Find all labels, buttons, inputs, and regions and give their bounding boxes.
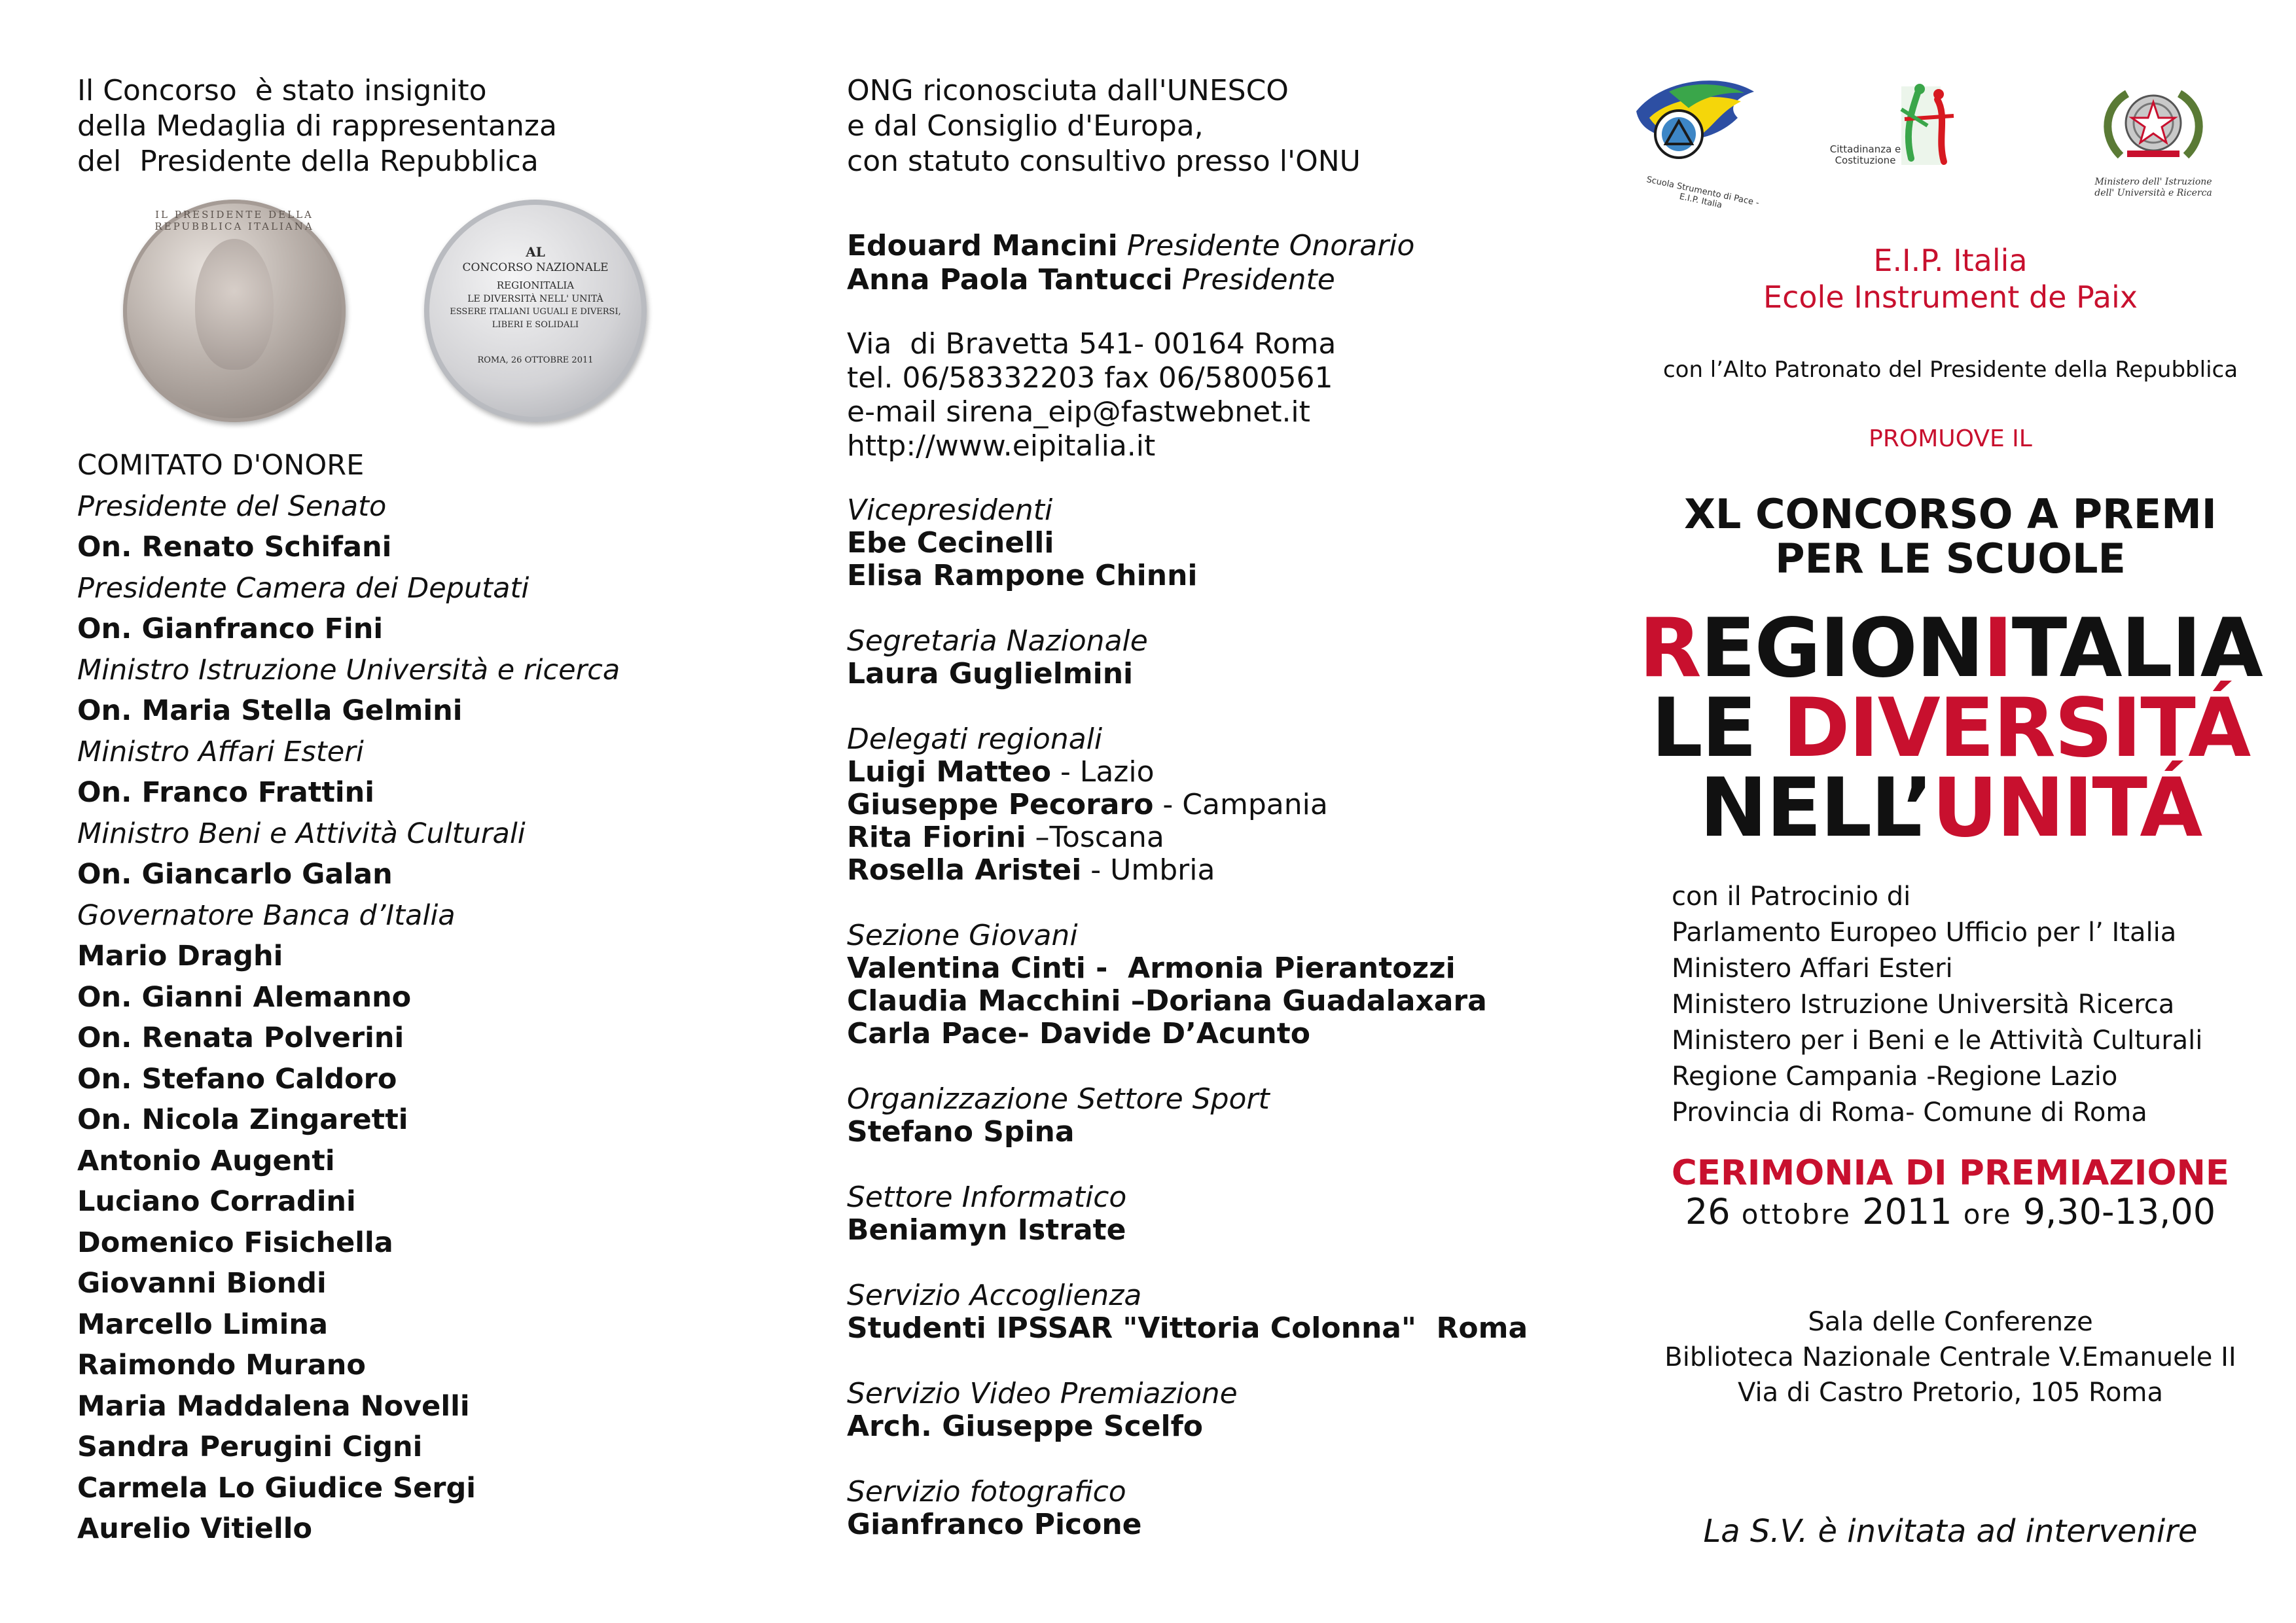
president-name: Edouard Mancini [847,229,1118,262]
patrocinio-line: con il Patrocinio di [1672,882,1911,912]
promuove-text: PROMUOVE IL [1869,425,2032,452]
medal-portrait [195,239,274,370]
staff-section [847,494,1197,592]
patrocinio-list [1672,879,2202,1131]
member-name: Studenti IPSSAR "Vittoria Colonna" Roma [847,1311,1528,1345]
member-name: Elisa Rampone Chinni [847,559,1198,592]
medal-back-line: REGIONITALIA [496,279,575,291]
ong-intro [847,73,1361,179]
ong-line: ONG riconosciuta dall'UNESCO [847,74,1289,107]
committee-member: Marcello Limina [77,1308,328,1341]
ministero-caption [2068,177,2238,199]
committee-member: On. Franco Frattini [77,776,374,809]
presidents [847,229,1414,297]
eip-title [1623,242,2278,315]
committee-role: Governatore Banca d’Italia [77,899,456,932]
patrocinio-line: Regione Campania -Regione Lazio [1672,1061,2118,1092]
staff-section [847,1083,1270,1149]
date-day: 26 [1685,1191,1742,1232]
medal-back-line: CONCORSO NAZIONALE [462,261,609,274]
section-member [847,1410,1238,1443]
committee-member: Antonio Augenti [77,1144,335,1177]
president-line [847,229,1414,263]
committee-member: Domenico Fisichella [77,1226,393,1259]
committee-member: On. Renata Polverini [77,1022,404,1054]
staff-section [847,1181,1126,1247]
member-name: Giuseppe Pecoraro [847,788,1154,821]
headline-part: UNITÁ [1931,761,2202,855]
medal-back-line: LE DIVERSITÀ NELL' UNITÀ [467,294,603,304]
venue-line: Biblioteca Nazionale Centrale V.Emanuele II [1664,1342,2236,1372]
member-region: - Campania [1153,788,1328,821]
committee-member: On. Gianni Alemanno [77,980,412,1014]
committee-heading: COMITATO D'ONORE [77,449,365,482]
intro-line: Il Concorso è stato insignito [77,74,487,107]
headline-part: DIVERSITÁ [1782,681,2250,776]
address: Via di Bravetta 541- 00164 Roma [847,327,1336,361]
concorso-line: PER LE SCUOLE [1775,535,2126,582]
ministero-caption-line: dell' Università e Ricerca [2094,188,2212,198]
patronato-text: con l’Alto Patronato del Presidente della Repubblica [1662,357,2238,383]
ceremony-date [1623,1192,2278,1234]
committee-member: Aurelio Vitiello [77,1512,312,1545]
staff-section [847,1378,1238,1443]
medal-back-line: ESSERE ITALIANI UGUALI E DIVERSI, [450,307,621,317]
concorso-line: XL CONCORSO A PREMI [1684,490,2217,538]
patrocinio-line: Ministero Istruzione Università Ricerca [1672,990,2175,1020]
member-name: Gianfranco Picone [847,1508,1142,1541]
section-title: Servizio fotografico [847,1475,1126,1508]
section-member [847,1214,1126,1247]
date-month: ottobre [1741,1198,1851,1230]
section-member [847,527,1197,560]
section-title: Settore Informatico [847,1181,1127,1214]
section-member [847,789,1328,821]
president-role: Presidente [1181,263,1335,296]
committee-member: Raimondo Murano [77,1349,366,1382]
venue [1623,1304,2278,1410]
patrocinio-line: Ministero per i Beni e le Attività Culturali [1672,1026,2203,1056]
patrocinio-line: Provincia di Roma- Comune di Roma [1672,1097,2147,1128]
staff-section [847,1279,1528,1345]
committee-member: On. Renato Schifani [77,531,392,563]
ministero-caption-line: Ministero dell' Istruzione [2094,177,2212,187]
intro-line: del Presidente della Repubblica [77,145,539,178]
contacts [847,327,1336,463]
committee-member: On. Maria Stella Gelmini [77,694,463,727]
member-name: Laura Guglielmini [847,657,1134,690]
committee-member: Luciano Corradini [77,1185,356,1218]
logos-row [1623,72,2278,209]
committee-member: Carmela Lo Giudice Sergi [77,1471,476,1505]
member-name: Rosella Aristei [847,853,1082,887]
committee-member: On. Giancarlo Galan [77,858,393,891]
member-name: Claudia Macchini –Doriana Guadalaxara [847,984,1487,1018]
section-title: Delegati regionali [847,722,1103,756]
member-name: Luigi Matteo [847,755,1051,789]
intro-line: della Medaglia di rappresentanza [77,109,557,143]
ong-line: con statuto consultivo presso l'ONU [847,145,1361,178]
committee-member: Sandra Perugini Cigni [77,1431,423,1463]
committee-role: Ministro Istruzione Università e ricerca [77,653,620,687]
committee-role: Presidente del Senato [77,490,387,523]
president-name: Anna Paola Tantucci [847,263,1173,296]
section-member [847,854,1328,887]
committee-member: Maria Maddalena Novelli [77,1389,470,1423]
patrocinio-line: Parlamento Europeo Ufficio per l’ Italia [1672,918,2177,948]
headline-part: NELL’ [1699,761,1932,855]
headline-line-3 [1623,761,2278,855]
date-ore: ore [1963,1198,2012,1230]
venue-line: Sala delle Conferenze [1808,1307,2093,1337]
section-title: Organizzazione Settore Sport [847,1082,1270,1116]
member-name: Ebe Cecinelli [847,526,1054,560]
headline-letter: R [1639,601,1700,696]
section-member [847,658,1148,690]
eip-logo-caption: Scuola Strumento di Pace - E.I.P. Italia [1645,175,1760,211]
headline [1623,601,2278,855]
headline-part: TALIA [2011,601,2262,696]
member-name: Rita Fiorini [847,821,1026,854]
section-member [847,985,1487,1018]
president-line [847,263,1414,297]
medal-back-line: AL [526,244,545,260]
eip-title-line: Ecole Instrument de Paix [1763,279,2138,315]
ceremony-title: CERIMONIA DI PREMIAZIONE [1671,1153,2230,1193]
staff-section [847,919,1487,1050]
medal-front-image [123,200,346,422]
phone: tel. 06/58332203 fax 06/5800561 [847,361,1333,395]
section-title: Servizio Accoglienza [847,1279,1142,1312]
committee-role: Presidente Camera dei Deputati [77,571,529,605]
cittadinanza-caption [1820,144,1911,166]
headline-line-2 [1623,681,2278,776]
medal-back-line: LIBERI E SOLIDALI [492,320,579,330]
invitation-text: La S.V. è invitata ad intervenire [1703,1513,2198,1550]
ong-line: e dal Consiglio d'Europa, [847,109,1204,143]
staff-section [847,723,1328,887]
member-name: Valentina Cinti - Armonia Pierantozzi [847,952,1456,985]
committee-role: Ministro Affari Esteri [77,735,364,768]
section-member [847,1312,1528,1345]
staff-section [847,1476,1142,1541]
president-role: Presidente Onorario [1126,229,1415,262]
section-member [847,756,1328,789]
section-member [847,821,1328,854]
committee-member: On. Stefano Caldoro [77,1062,397,1096]
medal-rim-text: IL PRESIDENTE DELLA REPUBBLICA ITALIANA [154,209,314,232]
section-member [847,952,1487,985]
medal-back-line: ROMA, 26 OTTOBRE 2011 [477,355,594,365]
honor-committee [77,445,620,1550]
committee-member: Mario Draghi [77,940,283,972]
member-name: Stefano Spina [847,1115,1075,1149]
committee-member: Giovanni Biondi [77,1267,327,1300]
date-time: 9,30-13,00 [2011,1191,2216,1232]
section-title: Vicepresidenti [847,493,1053,527]
staff-section [847,625,1148,690]
section-member [847,1116,1270,1149]
member-name: Beniamyn Istrate [847,1213,1126,1247]
email-link[interactable]: e-mail sirena_eip@fastwebnet.it [847,395,1310,429]
concorso-title [1623,492,2278,581]
member-name: Arch. Giuseppe Scelfo [847,1410,1203,1443]
website-link[interactable]: http://www.eipitalia.it [847,429,1156,463]
medal-back-image [424,200,647,422]
patrocinio-line: Ministero Affari Esteri [1672,954,1953,984]
eip-title-line: E.I.P. Italia [1873,243,2028,278]
member-region: - Lazio [1050,755,1155,789]
headline-part: EGION [1700,601,1983,696]
section-title: Segretaria Nazionale [847,624,1148,658]
section-member [847,1018,1487,1050]
cittadinanza-caption-line: Cittadinanza e [1829,143,1901,155]
section-member [847,560,1197,592]
member-name: Carla Pace- Davide D’Acunto [847,1017,1310,1050]
headline-part: LE [1651,681,1783,776]
cittadinanza-caption-line: Costituzione [1835,154,1896,166]
section-title: Servizio Video Premiazione [847,1377,1238,1410]
committee-member: On. Gianfranco Fini [77,613,384,645]
section-member [847,1508,1142,1541]
section-title: Sezione Giovani [847,919,1078,952]
committee-member: On. Nicola Zingaretti [77,1103,408,1136]
member-region: –Toscana [1026,821,1164,854]
venue-line: Via di Castro Pretorio, 105 Roma [1738,1378,2163,1408]
medal-intro [77,73,557,179]
headline-letter: I [1982,601,2012,696]
committee-role: Ministro Beni e Attività Culturali [77,817,526,850]
date-year: 2011 [1850,1191,1964,1232]
member-region: - Umbria [1081,853,1215,887]
headline-line-1 [1623,601,2278,696]
